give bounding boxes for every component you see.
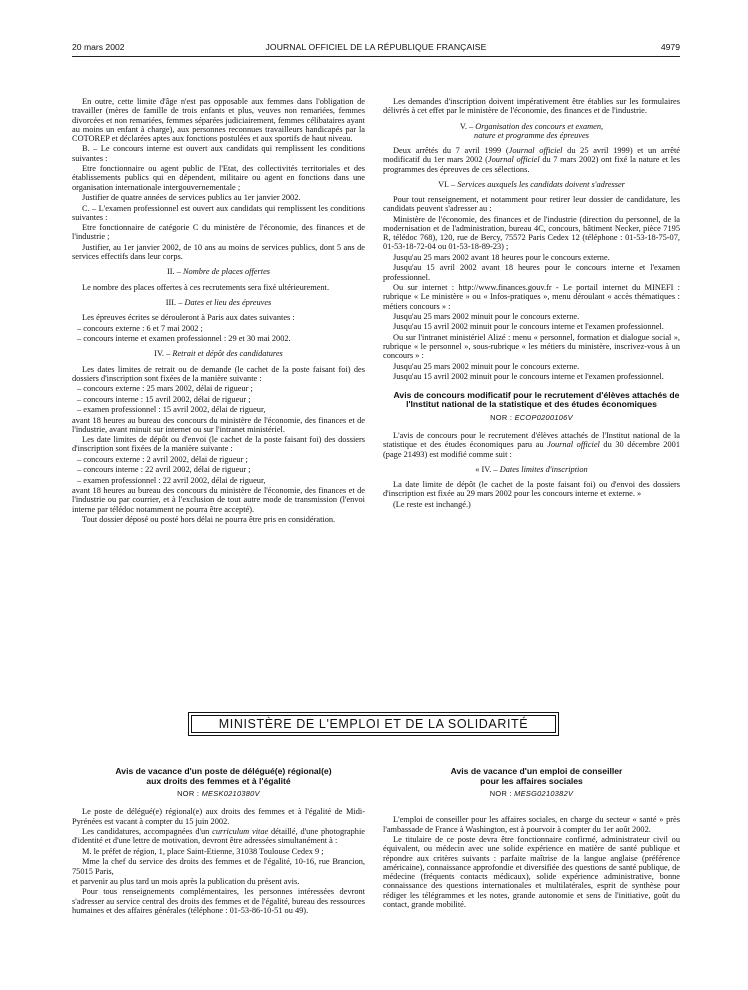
section-number: III. – [165,297,183,307]
nor-reference [383,413,680,422]
notice-title [383,767,680,786]
paragraph: Le nombre des places offertes à ces recrutements sera fixé ultérieurement. [82,282,330,292]
paragraph: La date limite de dépôt (le cachet de la poste faisant foi) ou d'envoi des dossiers d'inscription est fixée au 29 mars 2002 pour les concours interne et externe. » [383,480,680,499]
italic-term: curriculum vitae [212,827,269,837]
text-run: Les candidatures, accompagnées d'un [82,827,213,837]
list-item: – concours interne : 22 avril 2002, délai de rigueur ; [77,465,251,475]
paragraph: Jusqu'au 25 mars 2002 minuit pour le concours externe. [393,311,580,321]
text-run: du 30 décembre 2001 (page 21493) est modifié comme suit : [383,440,680,459]
page-number: 4979 [660,42,680,52]
paragraph: Etre fonctionnaire de catégorie C du ministère de l'économie, des finances et de l'industrie ; [72,223,365,242]
section-title: Dates limites d'inscription [499,464,588,474]
right-notice [383,767,680,910]
paragraph: Justifier, au 1er janvier 2002, de 10 ans au moins de services publics, dont 5 ans de services effectifs dans leur corps. [72,242,365,262]
paragraph [72,827,365,846]
section-heading [383,180,680,189]
paragraph: Pour tout renseignement, et notamment pour retirer leur dossier de candidature, les candidats peuvent s'adresser au : [383,195,680,214]
paragraph: Les demandes d'inscription doivent impérativement être établies sur les formulaires délivrés à cet effet par le ministère de l'économie, des finances et de l'industrie. [383,97,680,116]
section-heading [383,465,680,474]
list-item: – concours externe : 2 avril 2002, délai de rigueur ; [77,454,248,464]
journal-ref: Journal officiel [547,440,600,450]
section-number: « IV. – [475,464,498,474]
text-run: Deux arrêtés du 7 avril 1999 ( [393,146,509,155]
paragraph: Mme la chef du service des droits des femmes et de l'égalité, 10-16, rue Brancion, 75015 Paris, [72,857,365,876]
paragraph [383,146,680,174]
paragraph: Ministère de l'économie, des finances et de l'industrie (direction du personnel, de la modernisation et de l'administration, bureau 4C, concours, bâtiment Necker, pièce 7195 R, télédoc 768), 120, rue de Bercy, 75572 Paris Cedex 12 (téléphone : 01-53-18-75-07, 01-53-18-72-04 ou 01-53-18-89-23) ; [383,214,680,252]
section-title: Organisation des concours et examen, [475,121,604,131]
paragraph: Le poste de délégué(e) régional(e) aux droits des femmes et à l'égalité de Midi-Pyrénées est vacant à compter du 15 juin 2002. [72,807,365,826]
nor-code: MESG0210382V [514,789,574,799]
nor-label: NOR : [490,412,513,422]
header-date: 20 mars 2002 [72,42,125,52]
list-item: – concours externe : 6 et 7 mai 2002 ; [77,323,203,333]
paragraph: et parvenir au plus tard un mois après la publication du présent avis. [72,876,300,886]
notice-title-line: pour les affaires sociales [480,775,583,786]
list-item: – concours externe : 25 mars 2002, délai de rigueur ; [77,384,253,394]
paragraph: Les épreuves écrites se dérouleront à Paris aux dates suivantes : [82,313,295,323]
paragraph: Etre fonctionnaire ou agent public de l'Etat, des collectivités territoriales et des établissements publics qui en dépendent, militaire ou agent en fonctions dans une organisation internationale intergouvernementale ; [72,164,365,192]
list-item: – examen professionnel : 22 avril 2002, délai de rigueur, [77,475,266,485]
page-header [72,42,680,56]
section-heading [383,122,680,141]
section-number: II. – [166,267,181,277]
paragraph: Jusqu'au 15 avril 2002 avant 18 heures pour le concours interne et l'examen professionnel. [383,263,680,282]
paragraph: L'emploi de conseiller pour les affaires sociales, en charge du secteur « santé » près l'ambassade de France à Washington, est à pourvoir à compter du 1er août 2002. [383,815,680,834]
paragraph: B. – Le concours interne est ouvert aux candidats qui remplissent les conditions suivantes : [72,144,365,163]
paragraph: Le titulaire de ce poste devra être fonctionnaire confirmé, administrateur civil ou équivalent, ou médecin avec une solide expérience en matière de santé publique et répondre aux critères suivants : parfaite maîtrise de la langue anglaise (préférence américaine), connaissance approfondie et diversifiée des questions de santé publique, de médecine (fréquents contacts médicaux), solide expérience administrative, bonne connaissance des questions internationales et multilatérales, esprit de synthèse pour rédiger les télégrammes et les notes, grande autonomie et sens de l'initiative, goût du contact, grande mobilité. [383,835,680,909]
nor-reference [383,789,680,798]
section-number: VI. – [438,179,456,189]
text-run: détaillé, d'une photographie d'identité et d'une lettre de motivation, devront être adressées simultanément à : [72,827,365,846]
text-run: du 25 avril 1999) et un arrêté modificatif du 1er mars 2002 ( [383,146,681,165]
header-rule [72,56,680,57]
paragraph: Jusqu'au 15 avril 2002 minuit pour le concours interne et l'examen professionnel. [393,372,664,382]
notice-title-line: Avis de vacance d'un poste de délégué(e) régional(e) [115,766,332,776]
section-heading [72,349,365,358]
section-title: Dates et lieu des épreuves [184,297,272,307]
section-heading [72,298,365,307]
paragraph: Justifier de quatre années de services publics au 1er janvier 2002. [82,193,301,203]
notice-title-line: Avis de vacance d'un emploi de conseiller [450,766,623,776]
paragraph: En outre, cette limite d'âge n'est pas opposable aux femmes dans l'obligation de travailler (mères de famille de trois enfants et plus, veuves non remariées, femmes divorcées et non remariées, femmes séparées judiciairement, femmes célibataires ayant au moins un enfant à charge), aux personnes reconnues travailleurs handicapés par la COTOREP et déclarées aptes aux fonctions postulées et aux sportifs de haut niveau. [72,97,365,143]
section-title: Services auxquels les candidats doivent s'adresser [457,179,625,189]
section-number: V. – [459,121,474,131]
list-item: – concours interne et examen professionnel : 29 et 30 mai 2002. [77,334,291,343]
paragraph: Ou sur l'intranet ministériel Alizé : menu « personnel, formation et dialogue social », rubrique « le personnel », sous-rubrique « les métiers du ministère, inscrivez-vous à un concours » : [383,332,680,361]
section-title-cont: nature et programme des épreuves [474,130,589,140]
paragraph: C. – L'examen professionnel est ouvert aux candidats qui remplissent les conditions suivantes : [72,203,365,222]
journal-ref: Journal officiel [508,146,563,155]
ministry-banner: MINISTÈRE DE L'EMPLOI ET DE LA SOLIDARITÉ [188,712,559,736]
paragraph: (Le reste est inchangé.) [393,499,471,509]
nor-code: MESK0210380V [201,789,260,799]
notice-title [72,767,365,786]
paragraph: Jusqu'au 25 mars 2002 minuit pour le concours externe. [393,361,580,371]
section-number: IV. – [154,349,171,359]
left-column [72,97,365,526]
left-notice [72,767,365,916]
journal-ref: Journal officiel [487,155,540,165]
text-run: du 7 mars 2002) ont fixé la nature et les programmes des épreuves de ces sélections. [383,155,680,174]
paragraph: Les date limites de dépôt ou d'envoi (le cachet de la poste faisant foi) des dossiers d'inscription sont fixées de la manière suivante : [72,435,365,454]
nor-code: ECOP0200106V [514,412,573,422]
right-column [383,97,680,510]
nor-label: NOR : [489,789,512,799]
paragraph: Pour tous renseignements complémentaires, les personnes intéressées devront s'adresser au service central des droits des femmes et de l'égalité, bureau des ressources humaines et des affaires générales (téléphone : 01-53-86-10-51 ou 49). [72,887,365,915]
paragraph: avant 18 heures au bureau des concours du ministère de l'économie, des finances et de l'industrie, avant minuit sur internet ou sur l'intranet ministériel. [72,415,365,434]
list-item: – examen professionnel : 15 avril 2002, délai de rigueur, [77,405,266,415]
nor-reference [72,789,365,798]
notice-title-line: aux droits des femmes et à l'égalité [146,775,291,786]
section-title: Retrait et dépôt des candidatures [172,349,283,359]
paragraph: Jusqu'au 25 mars 2002 avant 18 heures pour le concours externe. [393,252,610,262]
text-run: L'avis de concours pour le recrutement d'élèves attachés de l'Institut national de la statistique et des études économiques paru au [383,431,680,450]
paragraph: M. le préfet de région, 1, place Saint-Etienne, 31038 Toulouse Cedex 9 ; [82,846,324,856]
paragraph: avant 18 heures au bureau des concours du ministère de l'économie, des finances et de l'industrie ou par courrier, et à l'exclusion de tout autre mode de transmission (l'envoi interne par télédoc notamment ne pourra être accepté). [72,486,365,514]
list-item: – concours interne : 15 avril 2002, délai de rigueur ; [77,394,251,404]
paragraph: Jusqu'au 15 avril 2002 minuit pour le concours interne et l'examen professionnel. [393,322,664,332]
paragraph: Ou sur internet : http://www.finances.gouv.fr - Le portail internet du MINEFI : rubrique « Le ministère » ou « Infos-pratiques », menu déroulant « accès thématiques : métiers concours » : [383,283,680,311]
paragraph [383,431,680,459]
paragraph: Tout dossier déposé ou posté hors délai ne pourra être pris en considération. [82,515,336,525]
paragraph: Les dates limites de retrait ou de demande (le cachet de la poste faisant foi) des dossiers d'inscription sont fixées de la manière suivante : [72,364,365,383]
section-heading [72,267,365,276]
section-title: Nombre de places offertes [182,267,271,277]
notice-title: Avis de concours modificatif pour le recrutement d'élèves attachés de l'Institut national de la statistique et des études économiques [393,389,680,410]
journal-title: JOURNAL OFFICIEL DE LA RÉPUBLIQUE FRANÇAISE [265,42,487,52]
nor-label: NOR : [177,789,200,799]
